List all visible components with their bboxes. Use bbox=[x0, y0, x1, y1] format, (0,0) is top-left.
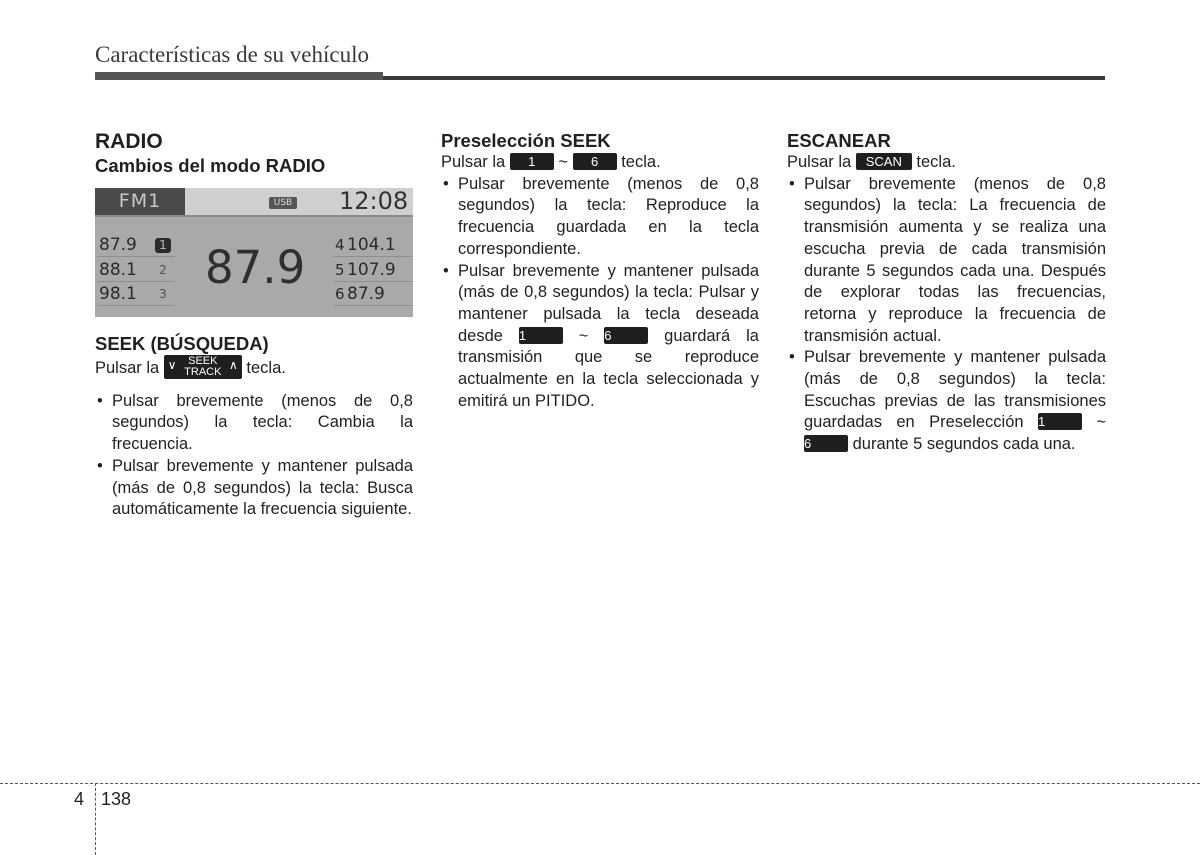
preset-freq: 87.9 bbox=[347, 284, 385, 304]
list-item: • Pulsar brevemente (menos de 0,8 segundos) la tecla: La frecuencia de transmisión aumenta y se realiza una escucha previa de cada transmisión durante 5 segundos cada una. Después de explorar todas las frecuencias, retorna y reproduce la frecuencia de transmisión actual. bbox=[787, 174, 1106, 348]
column-radio bbox=[95, 130, 413, 178]
section-heading-scan: ESCANEAR bbox=[787, 130, 891, 151]
preset-right-6 bbox=[333, 284, 411, 306]
chevron-up-icon: ∧ bbox=[229, 358, 238, 372]
list-item bbox=[787, 347, 1106, 456]
preset-right-5 bbox=[333, 260, 411, 282]
page-number: 138 bbox=[101, 789, 132, 809]
preset-number-badge: 3 bbox=[159, 287, 167, 301]
preset-key-1: 1 bbox=[519, 327, 563, 344]
chapter-number: 4 bbox=[74, 789, 85, 809]
display-band: FM1 bbox=[95, 188, 185, 215]
preset-number: 4 bbox=[335, 236, 345, 254]
intro-text: Pulsar la bbox=[787, 153, 852, 171]
preset-bullet-list bbox=[441, 174, 759, 413]
scan-key: SCAN bbox=[856, 153, 912, 170]
preset-freq: 88.1 bbox=[99, 260, 137, 280]
preset-freq: 87.9 bbox=[99, 235, 137, 255]
footer-rule bbox=[0, 783, 1200, 784]
preset-left-3 bbox=[97, 284, 175, 306]
scan-bullet-list bbox=[787, 174, 1106, 456]
preset-right-4 bbox=[333, 235, 411, 257]
preset-intro bbox=[441, 152, 759, 174]
display-divider bbox=[95, 215, 413, 217]
preset-freq: 98.1 bbox=[99, 284, 137, 304]
subheading-radio-mode: Cambios del modo RADIO bbox=[95, 155, 326, 176]
display-clock: 12:08 bbox=[339, 188, 409, 215]
section-heading-seek: SEEK (BÚSQUEDA) bbox=[95, 333, 269, 354]
list-item: • Pulsar brevemente (menos de 0,8 segundos) la tecla: Cambia la frecuencia. bbox=[95, 391, 413, 456]
scan-intro bbox=[787, 152, 1106, 174]
preset-number: 5 bbox=[335, 261, 345, 279]
seek-intro bbox=[95, 355, 413, 380]
preset-left-1 bbox=[97, 235, 175, 257]
display-main-frequency: 87.9 bbox=[205, 241, 306, 294]
header-rule-accent bbox=[95, 72, 383, 80]
preset-number-badge: 1 bbox=[155, 238, 171, 253]
intro-text: Pulsar la bbox=[441, 153, 506, 171]
usb-icon: USB bbox=[269, 197, 297, 209]
bullet-text: durante 5 segundos cada una. bbox=[852, 435, 1076, 454]
preset-key-6: 6 bbox=[604, 327, 648, 344]
preset-key-1: 1 bbox=[1038, 413, 1082, 430]
bullet-text: guardará la transmisión que se reproduce actualmente en la tecla seleccionada y emitirá un PITIDO. bbox=[458, 326, 759, 410]
column-scan bbox=[787, 130, 1106, 456]
column-seek bbox=[95, 333, 413, 521]
tilde: ~ bbox=[1096, 413, 1106, 432]
intro-text: tecla. bbox=[916, 153, 956, 171]
preset-left-2 bbox=[97, 260, 175, 282]
preset-key-6: 6 bbox=[804, 435, 848, 452]
radio-display-image bbox=[95, 188, 413, 317]
preset-number: 6 bbox=[335, 285, 345, 303]
track-key-label: TRACK bbox=[184, 366, 222, 378]
seek-intro-text: Pulsar la bbox=[95, 359, 160, 377]
seek-track-key bbox=[164, 355, 242, 379]
preset-freq: 104.1 bbox=[347, 235, 396, 255]
preset-number-badge: 2 bbox=[159, 263, 167, 277]
chevron-down-icon: ∨ bbox=[167, 358, 177, 372]
column-preset-seek bbox=[441, 130, 759, 412]
list-item: • Pulsar brevemente (menos de 0,8 segundos) la tecla: Reproduce la frecuencia guardada en la tecla correspondiente. bbox=[441, 174, 759, 261]
footer-divider bbox=[95, 783, 96, 855]
seek-bullet-list bbox=[95, 391, 413, 521]
preset-key-1: 1 bbox=[510, 153, 554, 170]
page-header-title: Características de su vehículo bbox=[95, 42, 369, 67]
intro-text: tecla. bbox=[621, 153, 661, 171]
tilde: ~ bbox=[578, 326, 589, 345]
preset-freq: 107.9 bbox=[347, 260, 396, 280]
tilde: ~ bbox=[558, 153, 569, 171]
seek-intro-text: tecla. bbox=[246, 359, 286, 377]
seek-key-label: SEEK bbox=[188, 355, 218, 367]
bullet-text: Pulsar brevemente y mantener pulsada (más de 0,8 segundos) la tecla: Pulsar y mantener pulsada la tecla deseada desde bbox=[458, 261, 759, 345]
preset-key-6: 6 bbox=[573, 153, 617, 170]
section-heading-preset-seek: Preselección SEEK bbox=[441, 130, 611, 151]
list-item bbox=[441, 261, 759, 413]
list-item: • Pulsar brevemente y mantener pulsada (más de 0,8 segundos) la tecla: Busca automáticamente la frecuencia siguiente. bbox=[95, 456, 413, 521]
section-heading-radio: RADIO bbox=[95, 130, 163, 153]
bullet-text: Pulsar brevemente y mantener pulsada (más de 0,8 segundos) la tecla: Escuchas previas de las transmisiones guardadas en Preselección bbox=[804, 348, 1106, 432]
